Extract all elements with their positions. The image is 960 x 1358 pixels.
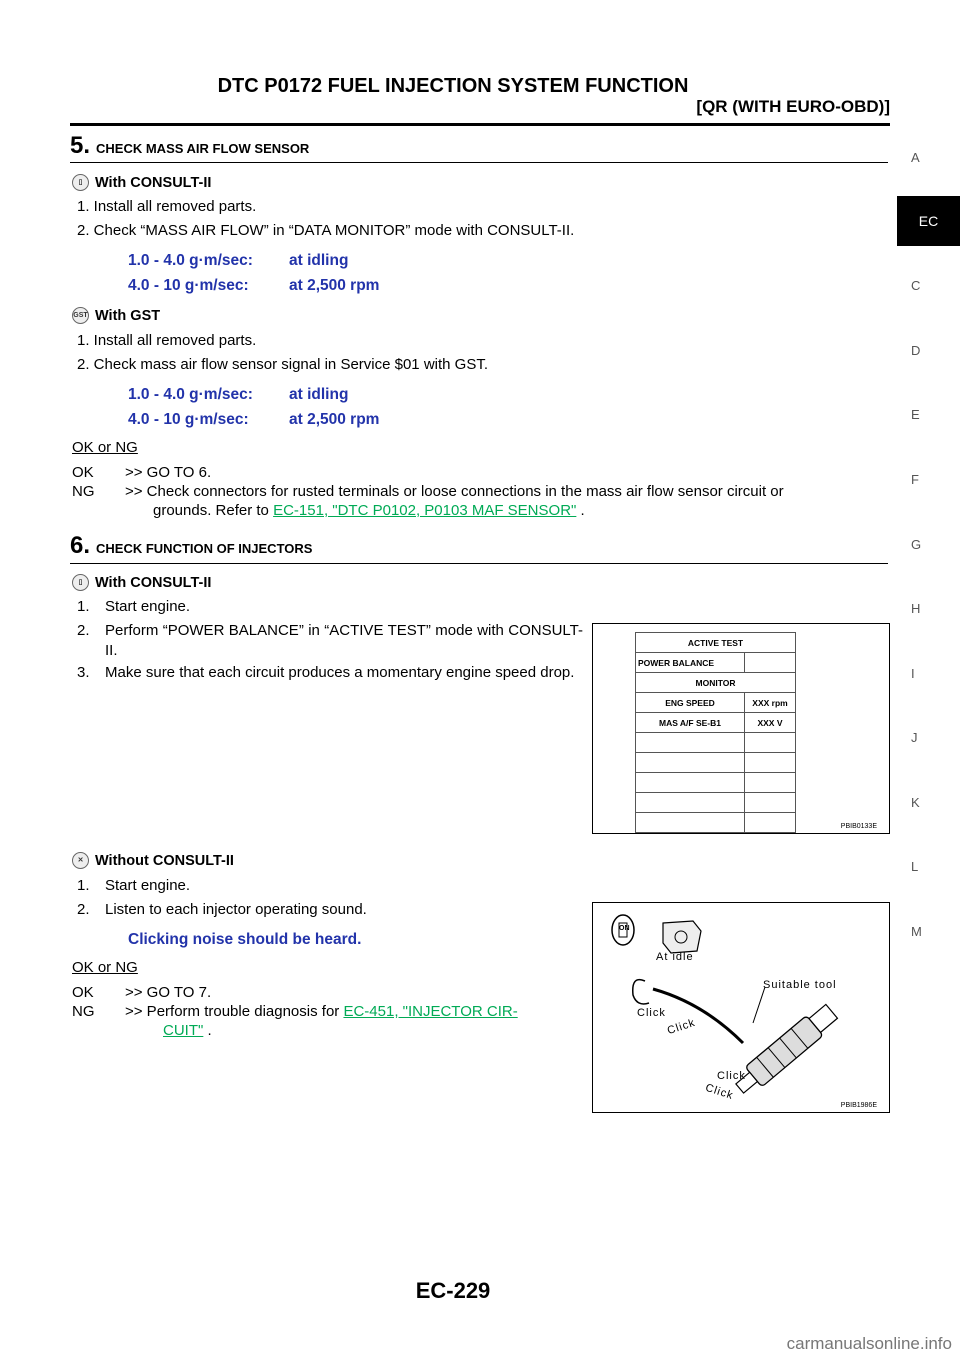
list-item: 2. Check mass air flow sensor signal in Service $01 with GST.: [77, 356, 488, 373]
on-label: ON: [619, 925, 630, 932]
side-tab-h[interactable]: H: [911, 601, 921, 616]
ng-text: grounds. Refer to: [153, 502, 269, 519]
monitor-value: XXX V: [745, 713, 796, 733]
active-test-screen: [635, 632, 796, 833]
list-item-number: 1.: [77, 877, 90, 894]
power-balance-label: POWER BALANCE: [636, 653, 745, 673]
monitor-item: MAS A/F SE-B1: [636, 713, 745, 733]
spec-condition: at 2,500 rpm: [289, 411, 380, 428]
consult-icon: ▯: [72, 574, 89, 591]
list-item: 2. Check “MASS AIR FLOW” in “DATA MONITOR” mode with CONSULT-II.: [77, 222, 575, 239]
page-title: DTC P0172 FUEL INJECTION SYSTEM FUNCTION: [217, 75, 689, 97]
active-test-header: ACTIVE TEST: [636, 633, 796, 653]
spec-condition: at 2,500 rpm: [289, 277, 380, 294]
divider: [70, 162, 888, 163]
ok-label: OK: [72, 464, 94, 481]
ear-icon: [633, 980, 649, 1004]
ng-result-line2: [163, 1021, 212, 1040]
step-number: 6.: [70, 532, 91, 559]
side-tab-i[interactable]: I: [911, 666, 915, 681]
mode-label: With GST: [95, 307, 161, 324]
ok-label: OK: [72, 984, 94, 1001]
ng-text: >> Perform trouble diagnosis for: [125, 1003, 340, 1020]
list-item-text: Perform “POWER BALANCE” in “ACTIVE TEST” mode with CONSULT-II.: [105, 622, 583, 659]
divider: [70, 563, 888, 564]
ng-label: NG: [72, 483, 95, 500]
list-item: [77, 900, 583, 920]
list-item: [77, 876, 583, 896]
side-tab-k[interactable]: K: [911, 795, 920, 810]
leader-line: [753, 987, 765, 1023]
ng-result: >> Check connectors for rusted terminals or loose connections in the mass air flow sensor circuit or: [125, 483, 784, 500]
ng-tail: .: [580, 502, 585, 519]
at-idle-label: At idle: [656, 951, 694, 963]
click-label: Click: [703, 1081, 735, 1103]
mode-label: Without CONSULT-II: [95, 852, 234, 869]
ok-result: >> GO TO 6.: [125, 464, 212, 481]
mode-label: With CONSULT-II: [95, 574, 212, 591]
monitor-item: ENG SPEED: [636, 693, 745, 713]
ng-label: NG: [72, 1003, 95, 1020]
spec-value: 4.0 - 10 g·m/sec:: [128, 277, 249, 294]
side-tab-e[interactable]: E: [911, 407, 920, 422]
list-item: [77, 597, 583, 617]
gst-icon: GST: [72, 307, 89, 324]
listening-tool-icon: [653, 989, 743, 1043]
list-item-number: 2.: [77, 901, 90, 918]
mode-gst: [72, 307, 160, 324]
step-5-heading: [70, 132, 888, 160]
ng-result: [125, 1002, 518, 1021]
injector-icon: [731, 1001, 840, 1098]
side-tab-d[interactable]: D: [911, 343, 921, 358]
mode-without-consult: [72, 852, 234, 869]
list-item-number: 2.: [77, 622, 90, 639]
step-title: CHECK MASS AIR FLOW SENSOR: [96, 141, 310, 156]
ok-or-ng-label: OK or NG: [72, 439, 138, 456]
spec-value: 1.0 - 4.0 g·m/sec:: [128, 386, 253, 403]
watermark: carmanualsonline.info: [786, 1334, 952, 1353]
spec-value: 4.0 - 10 g·m/sec:: [128, 411, 249, 428]
no-tool-icon: ✕: [72, 852, 89, 869]
page-number: EC-229: [415, 1278, 491, 1303]
mode-consult: [72, 574, 211, 591]
step-title: CHECK FUNCTION OF INJECTORS: [96, 541, 313, 556]
ok-or-ng-label: OK or NG: [72, 959, 138, 976]
injector-circuit-link[interactable]: EC-451, "INJECTOR CIR-: [343, 1003, 518, 1020]
suitable-tool-label: Suitable tool: [763, 979, 837, 991]
click-label: Click: [665, 1016, 697, 1038]
side-tab-l[interactable]: L: [911, 859, 919, 874]
injector-circuit-link-cont[interactable]: CUIT": [163, 1022, 204, 1039]
spec-condition: at idling: [289, 386, 349, 403]
list-item-text: Make sure that each circuit produces a momentary engine speed drop.: [105, 664, 575, 681]
spec-clicking-noise: Clicking noise should be heard.: [128, 931, 362, 948]
mode-label: With CONSULT-II: [95, 174, 212, 191]
page-subtitle: [QR (WITH EURO-OBD)]: [696, 97, 890, 116]
ok-result: >> GO TO 7.: [125, 984, 212, 1001]
click-label: Click: [637, 1007, 666, 1019]
list-item-number: 3.: [77, 664, 90, 681]
header-rule: [70, 123, 890, 126]
list-item-text: Start engine.: [105, 877, 191, 894]
injector-sound-figure: [592, 902, 890, 1113]
side-tab-m[interactable]: M: [911, 924, 922, 939]
click-label: Click: [717, 1070, 746, 1082]
list-item-number: 1.: [77, 598, 90, 615]
side-tab-j[interactable]: J: [911, 730, 918, 745]
side-tab-c[interactable]: C: [911, 278, 921, 293]
list-item: [77, 621, 583, 661]
side-tab-g[interactable]: G: [911, 537, 922, 552]
list-item: [77, 663, 583, 683]
spec-condition: at idling: [289, 252, 349, 269]
figure-id: PBIB0133E: [840, 823, 877, 830]
ng-tail: .: [207, 1022, 212, 1039]
side-tab-f[interactable]: F: [911, 472, 919, 487]
ng-result-line2: [153, 501, 585, 520]
consult-icon: ▯: [72, 174, 89, 191]
list-item-text: Listen to each injector operating sound.: [105, 901, 367, 918]
list-item-text: Start engine.: [105, 598, 191, 615]
active-test-figure: [592, 623, 890, 834]
list-item: 1. Install all removed parts.: [77, 332, 257, 349]
maf-sensor-link[interactable]: EC-151, "DTC P0102, P0103 MAF SENSOR": [273, 502, 577, 519]
spec-value: 1.0 - 4.0 g·m/sec:: [128, 252, 253, 269]
step-number: 5.: [70, 132, 91, 159]
figure-id: PBIB1986E: [840, 1102, 877, 1109]
side-tab-a[interactable]: A: [911, 150, 920, 165]
side-tab-ec-active[interactable]: EC: [897, 196, 960, 246]
monitor-label: MONITOR: [636, 673, 796, 693]
monitor-value: XXX rpm: [745, 693, 796, 713]
step-6-heading: [70, 532, 888, 560]
mode-consult: [72, 174, 211, 191]
engine-icon: [663, 921, 701, 953]
list-item: 1. Install all removed parts.: [77, 198, 257, 215]
